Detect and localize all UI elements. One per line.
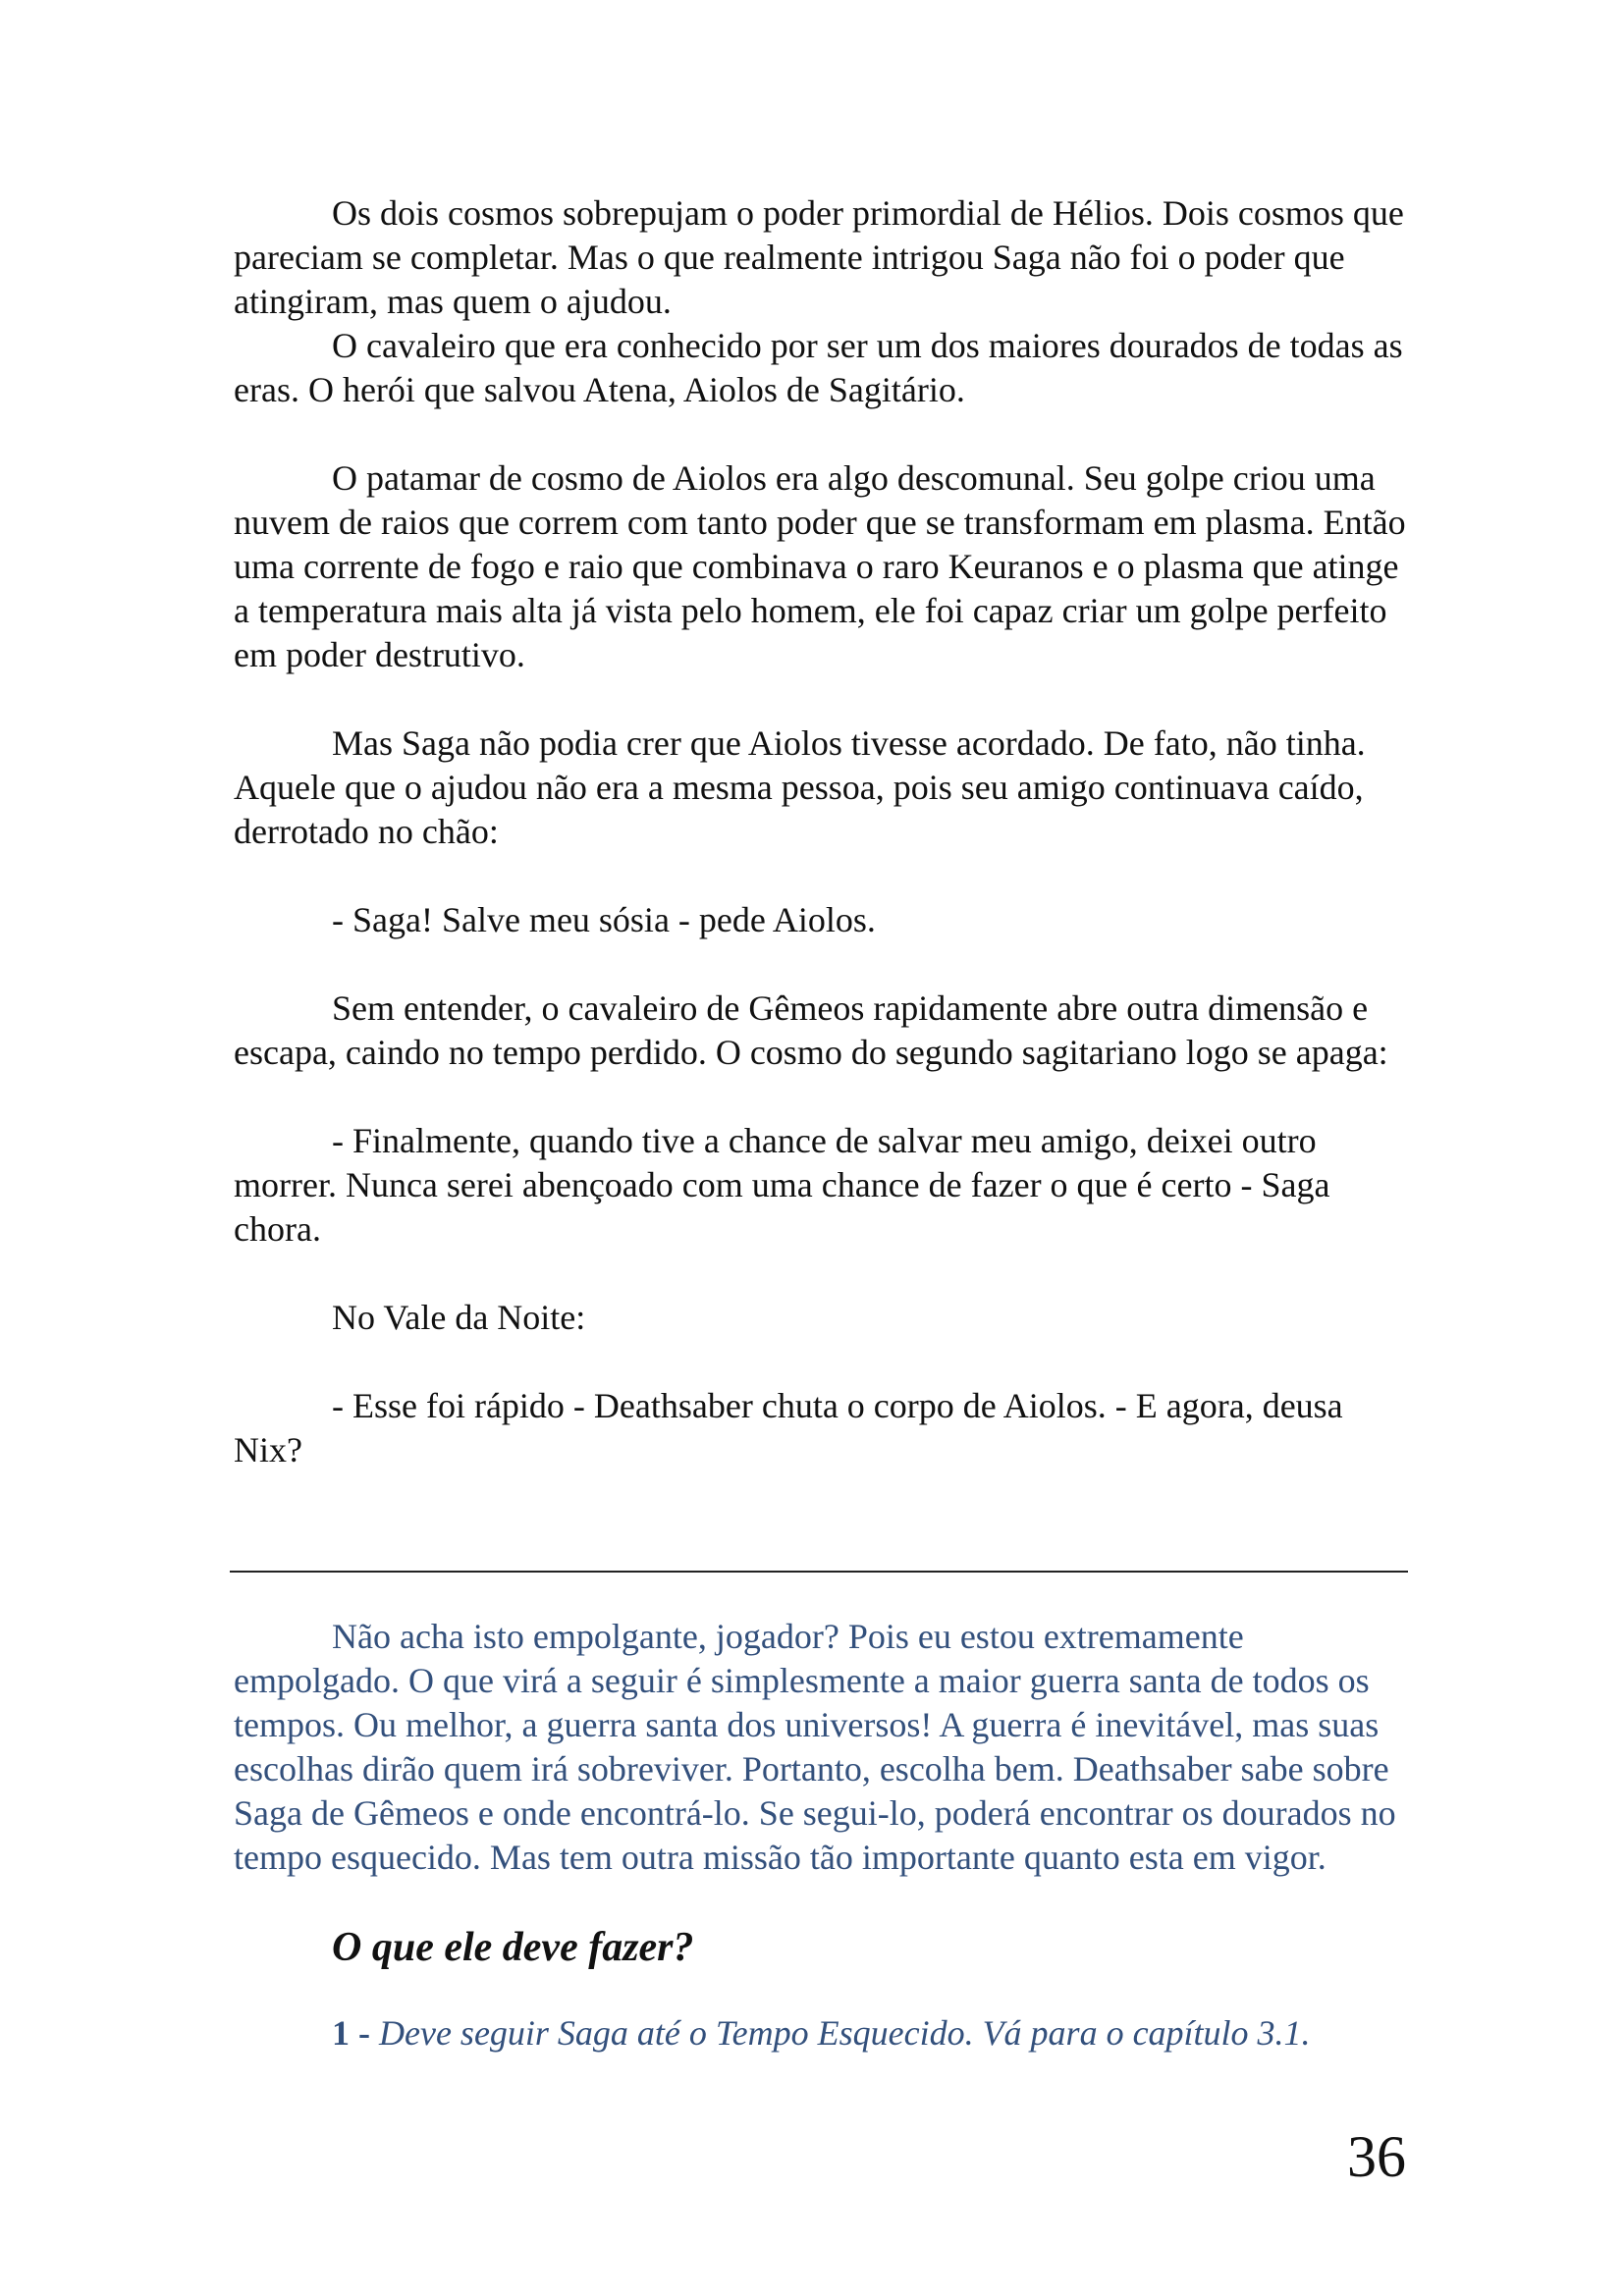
choice-option-1-text: Deve seguir Saga até o Tempo Esquecido. Vá para o capítulo 3.1.: [379, 2013, 1311, 2053]
story-text: [234, 191, 1407, 1472]
narrator-section: [234, 1615, 1407, 2056]
story-paragraph-6: Sem entender, o cavaleiro de Gêmeos rapidamente abre outra dimensão e escapa, caindo no tempo perdido. O cosmo do segundo sagitariano logo se apaga:: [234, 988, 1388, 1072]
choice-option-1[interactable]: [332, 2011, 1407, 2056]
story-paragraph-4: Mas Saga não podia crer que Aiolos tivesse acordado. De fato, não tinha. Aquele que o ajudou não era a mesma pessoa, pois seu amigo continuava caído, derrotado no chão:: [234, 723, 1366, 851]
story-paragraph-1: Os dois cosmos sobrepujam o poder primordial de Hélios. Dois cosmos que pareciam se completar. Mas o que realmente intrigou Saga não foi o poder que atingiram, mas quem o ajudou.: [234, 193, 1404, 321]
story-paragraph-8: No Vale da Noite:: [332, 1298, 586, 1337]
narrator-text: Não acha isto empolgante, jogador? Pois eu estou extremamente empolgado. O que virá a seguir é simplesmente a maior guerra santa de todos os tempos. Ou melhor, a guerra santa dos universos! A guerra é inevitável, mas suas escolhas dirão quem irá sobreviver. Portanto, escolha bem. Deathsaber sabe sobre Saga de Gêmeos e onde encontrá-lo. Se segui-lo, poderá encontrar os dourados no tempo esquecido. Mas tem outra missão tão importante quanto esta em vigor.: [234, 1617, 1396, 1877]
page-number: 36: [1347, 2124, 1406, 2189]
story-paragraph-2: O cavaleiro que era conhecido por ser um dos maiores dourados de todas as eras. O herói que salvou Atena, Aiolos de Sagitário.: [234, 326, 1403, 409]
story-paragraph-5: - Saga! Salve meu sósia - pede Aiolos.: [332, 900, 876, 939]
story-paragraph-9: - Esse foi rápido - Deathsaber chuta o corpo de Aiolos. - E agora, deusa Nix?: [234, 1386, 1343, 1469]
story-paragraph-3: O patamar de cosmo de Aiolos era algo descomunal. Seu golpe criou uma nuvem de raios que correm com tanto poder que se transformam em plasma. Então uma corrente de fogo e raio que combinava o raro Keuranos e o plasma que atinge a temperatura mais alta já vista pelo homem, ele foi capaz criar um golpe perfeito em poder destrutivo.: [234, 458, 1406, 674]
choice-question: O que ele deve fazer?: [332, 1925, 694, 1970]
story-paragraph-7: - Finalmente, quando tive a chance de salvar meu amigo, deixei outro morrer. Nunca serei abençoado com uma chance de fazer o que é certo - Saga chora.: [234, 1121, 1330, 1249]
choice-option-1-number: 1 -: [332, 2013, 370, 2053]
section-divider: [230, 1571, 1408, 1573]
